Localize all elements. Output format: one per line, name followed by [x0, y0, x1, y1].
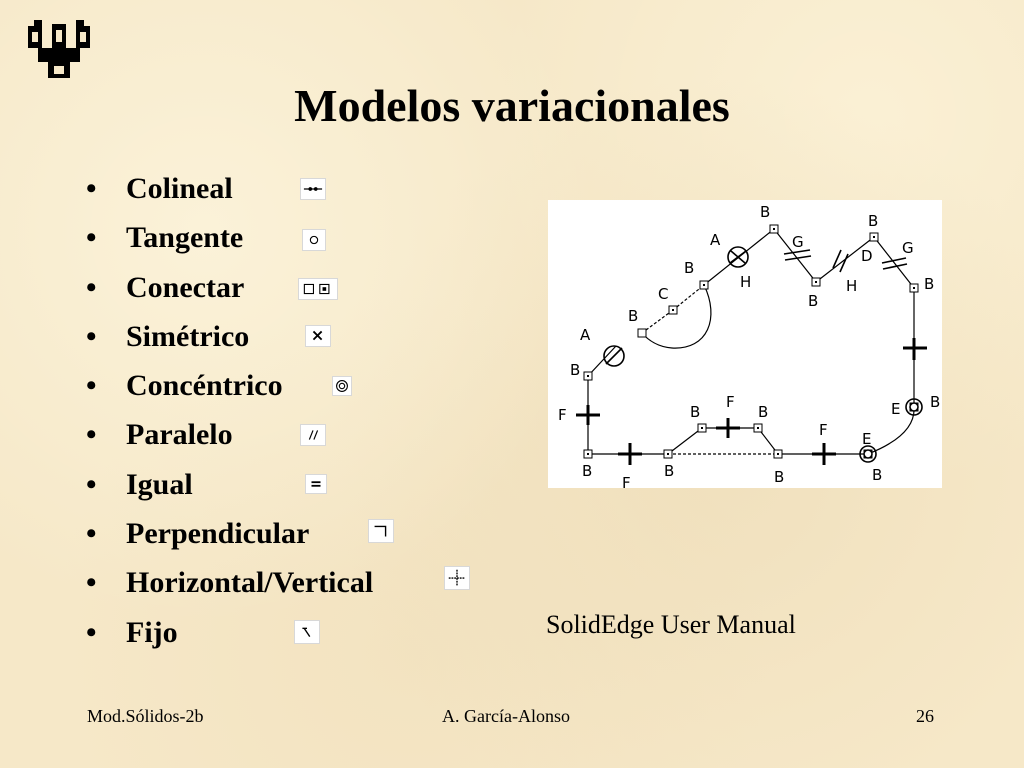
constraint-diagram: [548, 200, 942, 488]
svg-text:G: G: [902, 239, 914, 257]
svg-text:F: F: [819, 421, 828, 439]
svg-text:B: B: [760, 203, 771, 221]
svg-text:B: B: [930, 393, 941, 411]
svg-text:B: B: [872, 466, 883, 484]
concentric-icon: [332, 376, 352, 396]
tangent-icon: [302, 229, 326, 251]
svg-text:B: B: [774, 468, 785, 486]
svg-text:E: E: [891, 400, 901, 418]
bullet-marker: •: [86, 369, 97, 403]
svg-text:B: B: [758, 403, 769, 421]
constraint-label: Perpendicular: [126, 517, 310, 551]
svg-text:F: F: [726, 393, 735, 411]
constraint-label: Colineal: [126, 172, 233, 205]
equal-icon: [305, 474, 327, 494]
svg-text:B: B: [690, 403, 701, 421]
svg-text:E: E: [862, 430, 872, 448]
bullet-marker: •: [86, 221, 97, 255]
bullet-marker: •: [86, 615, 97, 649]
bullet-marker: •: [86, 467, 97, 501]
svg-text:F: F: [558, 406, 567, 424]
bullet-marker: •: [86, 517, 97, 551]
footer-author: A. García-Alonso: [442, 706, 570, 726]
svg-text:B: B: [808, 292, 819, 310]
svg-text:B: B: [628, 307, 639, 325]
svg-text:B: B: [664, 462, 675, 480]
bullet-marker: •: [86, 418, 97, 452]
constraint-label: Fijo: [126, 615, 178, 649]
constraint-label: Conectar: [126, 270, 245, 304]
svg-text:B: B: [570, 361, 581, 379]
svg-text:A: A: [710, 231, 721, 249]
footer-course: Mod.Sólidos-2b: [87, 706, 204, 726]
bullet-marker: •: [86, 319, 97, 353]
svg-text:B: B: [684, 259, 695, 277]
svg-text:G: G: [792, 233, 804, 251]
connect-icon: [298, 278, 338, 300]
footer-page-number: 26: [916, 706, 934, 726]
bullet-marker: •: [86, 172, 97, 205]
constraint-label: Paralelo: [126, 418, 233, 452]
svg-text:F: F: [622, 474, 631, 488]
svg-text:B: B: [582, 462, 593, 480]
constraint-label: Igual: [126, 467, 193, 501]
constraint-label: Tangente: [126, 221, 244, 255]
university-logo: [26, 18, 92, 80]
svg-text:H: H: [846, 277, 858, 295]
bullet-marker: •: [86, 270, 97, 304]
constraint-label: Concéntrico: [126, 369, 283, 403]
svg-text:H: H: [740, 273, 752, 291]
constraint-label: Horizontal/Vertical: [126, 566, 374, 600]
parallel-icon: [300, 424, 326, 446]
svg-text:C: C: [658, 285, 669, 303]
bullet-marker: •: [86, 566, 97, 600]
svg-text:B: B: [924, 275, 935, 293]
constraint-label: Simétrico: [126, 319, 250, 353]
svg-text:A: A: [580, 326, 591, 344]
diagram-caption: SolidEdge User Manual: [546, 610, 796, 639]
svg-text:D: D: [861, 247, 873, 265]
horizontal-vertical-icon: [444, 566, 470, 590]
symmetric-icon: [305, 325, 331, 347]
fixed-icon: [294, 620, 320, 644]
slide-title: Modelos variacionales: [294, 80, 730, 131]
svg-text:B: B: [868, 212, 879, 230]
perpendicular-icon: [368, 519, 394, 543]
colinear-icon: [300, 178, 326, 200]
